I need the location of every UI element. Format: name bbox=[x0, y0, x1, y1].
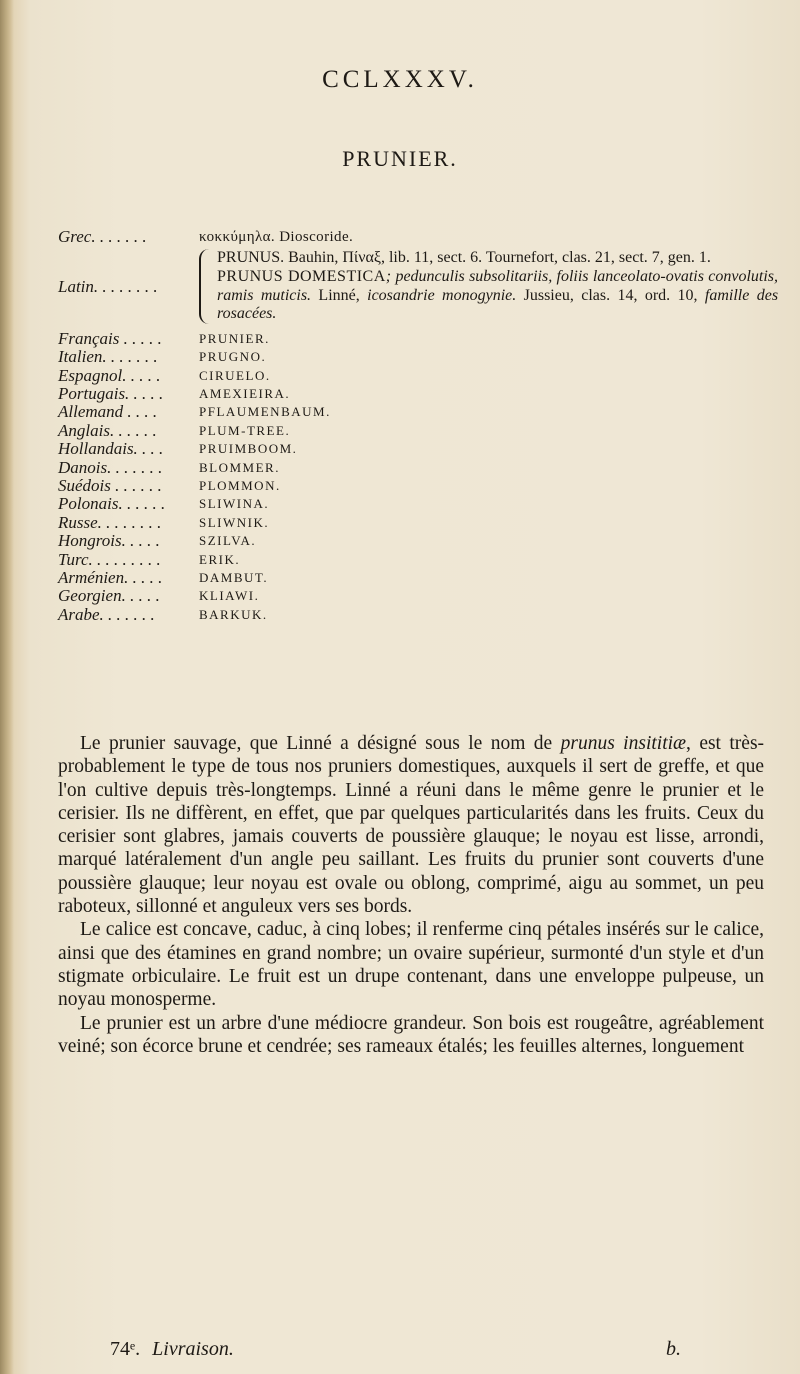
common-name: ERIK. bbox=[199, 551, 241, 567]
name-row bbox=[58, 422, 778, 440]
name-row bbox=[58, 532, 778, 550]
species-name: prunus insititiæ bbox=[560, 733, 687, 754]
page-title: PRUNIER. bbox=[342, 146, 458, 171]
latin-jussieu: Jussieu, clas. 14, ord. 10, bbox=[523, 286, 698, 304]
common-name: SLIWNIK. bbox=[199, 514, 270, 530]
paragraph-text: Le prunier sauvage, que Linné a désigné sous le nom de bbox=[80, 733, 553, 754]
name-row bbox=[58, 606, 778, 624]
body-text bbox=[58, 732, 764, 1058]
name-row bbox=[58, 348, 778, 366]
latin-names bbox=[217, 249, 778, 323]
language-label: Latin. . . . . . . . bbox=[58, 276, 158, 296]
latin-diagnosis: ; pedunculis subsolitariis, foliis lanceolato-ovatis convolutis, ramis muticis. bbox=[217, 268, 779, 304]
name-row bbox=[58, 330, 778, 348]
common-name: AMEXIEIRA. bbox=[199, 386, 291, 401]
name-row-greek bbox=[58, 228, 778, 246]
common-name: PRUGNO. bbox=[199, 349, 267, 365]
common-name: SLIWINA. bbox=[199, 496, 270, 512]
name-row bbox=[58, 367, 778, 385]
language-label: Espagnol. . . . . bbox=[58, 365, 161, 385]
common-name: BLOMMER. bbox=[199, 459, 280, 475]
paragraph bbox=[58, 732, 764, 918]
common-name: BARKUK. bbox=[199, 606, 268, 622]
language-label: Georgien. . . . . bbox=[58, 586, 160, 606]
name-row bbox=[58, 385, 778, 403]
common-name: PRUNIER. bbox=[199, 330, 270, 346]
language-label: Arménien. . . . . bbox=[58, 568, 163, 588]
paragraph-text: , est très-probablement le type de tous nos pruniers domestiques, auxquels il sert de greffe, et que l'on cultive depuis très-longtemps. Linné a réuni dans le même genre le prunier et le cerisier. Ils ne diffèrent, en effet, que par quelques particularités dans les fruits. Ceux du cerisier sont glabres, jamais couverts de poussière glauque; le noyau est lisse, arrondi, marqué latéralement d'un angle peu saillant. Les fruits du prunier sont couverts d'une poussière glauque; leur noyau est ovale ou oblong, comprimé, aigu au sommet, un peu raboteux, sillonné et anguleux vers ses bords. bbox=[58, 733, 765, 918]
latin-species: PRUNUS DOMESTICA bbox=[217, 268, 386, 285]
page-spine-shadow bbox=[0, 0, 14, 1374]
paragraph: Le prunier est un arbre d'une médiocre grandeur. Son bois est rougeâtre, agréablement veiné; son écorce brune et cendrée; ses rameaux étalés; les feuilles alternes, longuement bbox=[58, 1012, 764, 1057]
language-label: Grec. . . . . . . bbox=[58, 227, 147, 246]
language-label: Hollandais. . . . bbox=[58, 439, 164, 459]
name-row-latin bbox=[58, 249, 778, 323]
names-table bbox=[58, 228, 778, 624]
name-row bbox=[58, 569, 778, 587]
language-label: Arabe. . . . . . . bbox=[58, 604, 155, 624]
latin-linne: Linné, bbox=[318, 286, 360, 304]
language-label: Hongrois. . . . . bbox=[58, 531, 160, 551]
name-row bbox=[58, 477, 778, 495]
signature-number: 74ᵉ. bbox=[110, 1338, 141, 1360]
common-name: DAMBUT. bbox=[199, 570, 269, 586]
greek-name: κοκκύμηλα. Dioscoride. bbox=[199, 229, 354, 245]
brace-mark bbox=[199, 249, 211, 323]
name-row bbox=[58, 551, 778, 569]
common-name: PRUIMBOOM. bbox=[199, 441, 298, 457]
livraison-label: Livraison. bbox=[152, 1338, 234, 1360]
signature-mark bbox=[110, 1338, 234, 1361]
name-row bbox=[58, 459, 778, 477]
language-label: Danois. . . . . . . bbox=[58, 457, 163, 477]
gathering-mark: b. bbox=[666, 1338, 681, 1360]
language-label: Français . . . . . bbox=[58, 328, 162, 348]
language-label: Portugais. . . . . bbox=[58, 384, 164, 403]
language-label: Allemand . . . . bbox=[58, 402, 158, 422]
common-name: CIRUELO. bbox=[199, 367, 271, 383]
name-row bbox=[58, 403, 778, 421]
language-label: Suédois . . . . . . bbox=[58, 476, 162, 496]
common-name: KLIAWI. bbox=[199, 588, 260, 604]
name-row bbox=[58, 440, 778, 458]
common-name: SZILVA. bbox=[199, 533, 257, 549]
name-row bbox=[58, 495, 778, 513]
language-label: Polonais. . . . . . bbox=[58, 494, 166, 514]
latin-class: icosandrie monogynie. bbox=[367, 286, 517, 304]
language-label: Turc. . . . . . . . . bbox=[58, 549, 161, 569]
plate-number: CCLXXXV. bbox=[322, 66, 478, 93]
latin-line-bauhin: PRUNUS. Bauhin, Πίναξ, lib. 11, sect. 6. Tournefort, clas. 21, sect. 7, gen. 1. bbox=[217, 249, 711, 267]
paragraph: Le calice est concave, caduc, à cinq lobes; il renferme cinq pétales insérés sur le calice, ainsi que des étamines en grand nombre; un ovaire supérieur, surmonté d'un style et d'un stigmate orbiculaire. Le fruit est un drupe contenant, dans une enveloppe pulpeuse, un noyau monosperme. bbox=[58, 919, 764, 1011]
latin-family: famille des rosacées. bbox=[217, 286, 779, 323]
common-name: PLUM-TREE. bbox=[199, 422, 291, 438]
name-row bbox=[58, 514, 778, 532]
common-name: PFLAUMENBAUM. bbox=[199, 404, 331, 420]
language-label: Anglais. . . . . . bbox=[58, 420, 157, 440]
common-name: PLOMMON. bbox=[199, 478, 281, 494]
name-row bbox=[58, 587, 778, 605]
language-label: Russe. . . . . . . . bbox=[58, 512, 162, 532]
language-label: Italien. . . . . . . bbox=[58, 347, 158, 367]
